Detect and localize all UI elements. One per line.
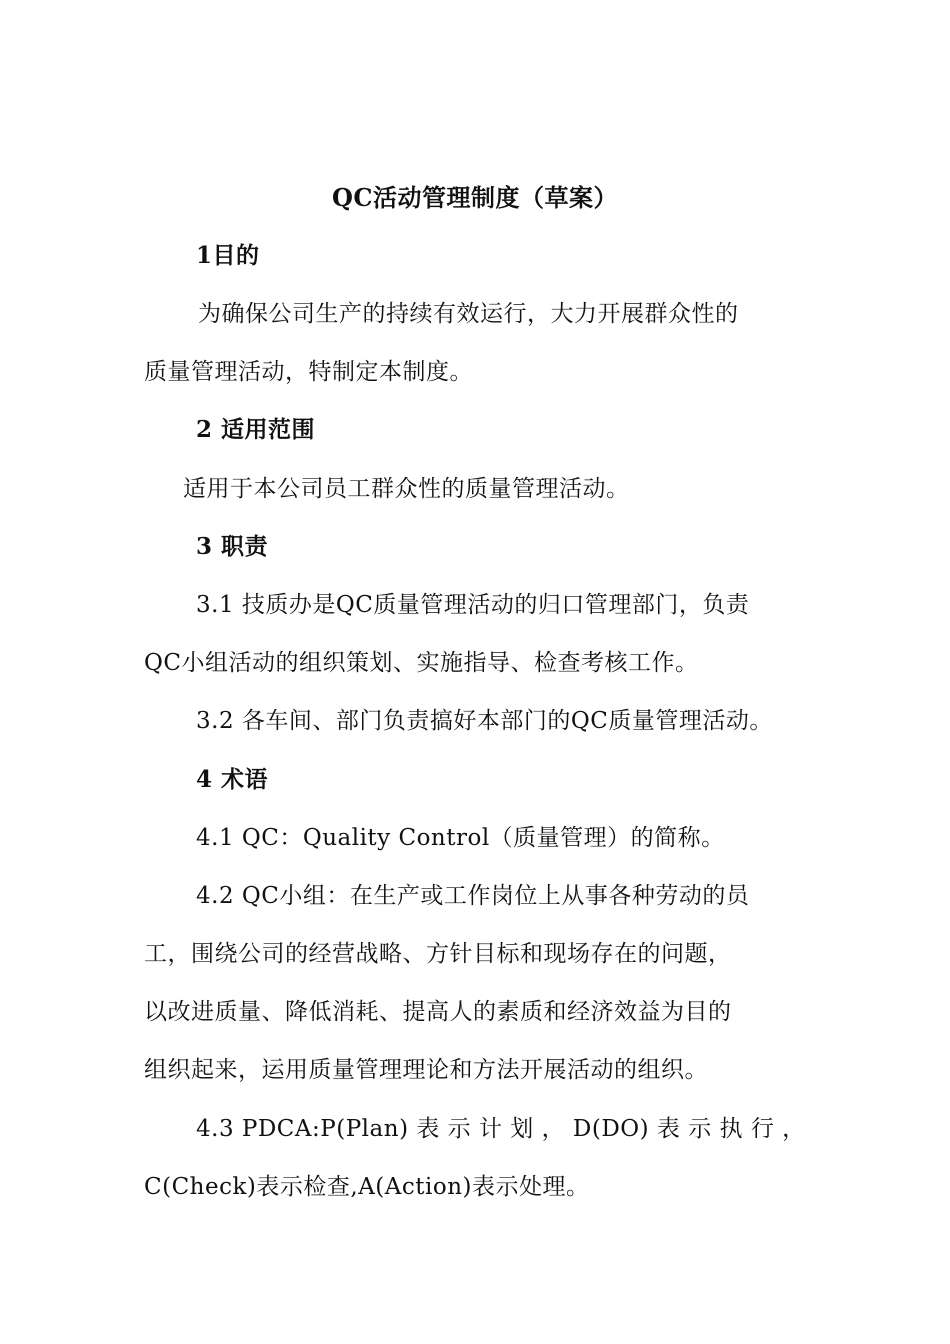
- section-4-1: 4.1 QC：Quality Control（质量管理）的简称。: [196, 825, 725, 851]
- section-1-heading: 1目的: [196, 242, 260, 269]
- section-4-heading: 4 术语: [196, 766, 269, 793]
- section-3-1-line-1: 3.1 技质办是QC质量管理活动的归口管理部门，负责: [196, 592, 750, 618]
- section-3-2: 3.2 各车间、部门负责搞好本部门的QC质量管理活动。: [196, 708, 773, 734]
- section-4-2-line-2: 工，围绕公司的经营战略、方针目标和现场存在的问题，: [144, 941, 732, 967]
- section-3-heading: 3 职责: [196, 533, 269, 560]
- section-4-2-line-3: 以改进质量、降低消耗、提高人的素质和经济效益为目的: [144, 999, 732, 1025]
- section-2-paragraph: 适用于本公司员工群众性的质量管理活动。: [183, 476, 630, 502]
- section-3-1-line-2: QC小组活动的组织策划、实施指导、检查考核工作。: [144, 650, 699, 676]
- section-2-heading: 2 适用范围: [196, 416, 316, 443]
- section-4-2-line-4: 组织起来，运用质量管理理论和方法开展活动的组织。: [144, 1057, 708, 1083]
- section-1-paragraph-line-1: 为确保公司生产的持续有效运行，大力开展群众性的: [198, 301, 739, 327]
- section-4-2-line-1: 4.2 QC小组：在生产或工作岗位上从事各种劳动的员: [196, 883, 750, 909]
- document-title: QC活动管理制度（草案）: [331, 183, 618, 212]
- section-4-3-line-1: 4.3 PDCA:P(Plan) 表 示 计 划 ， D(DO) 表 示 执 行 ，: [196, 1116, 806, 1142]
- section-1-paragraph-line-2: 质量管理活动，特制定本制度。: [144, 359, 473, 385]
- section-4-3-line-2: C(Check)表示检查,A(Action)表示处理。: [144, 1174, 590, 1200]
